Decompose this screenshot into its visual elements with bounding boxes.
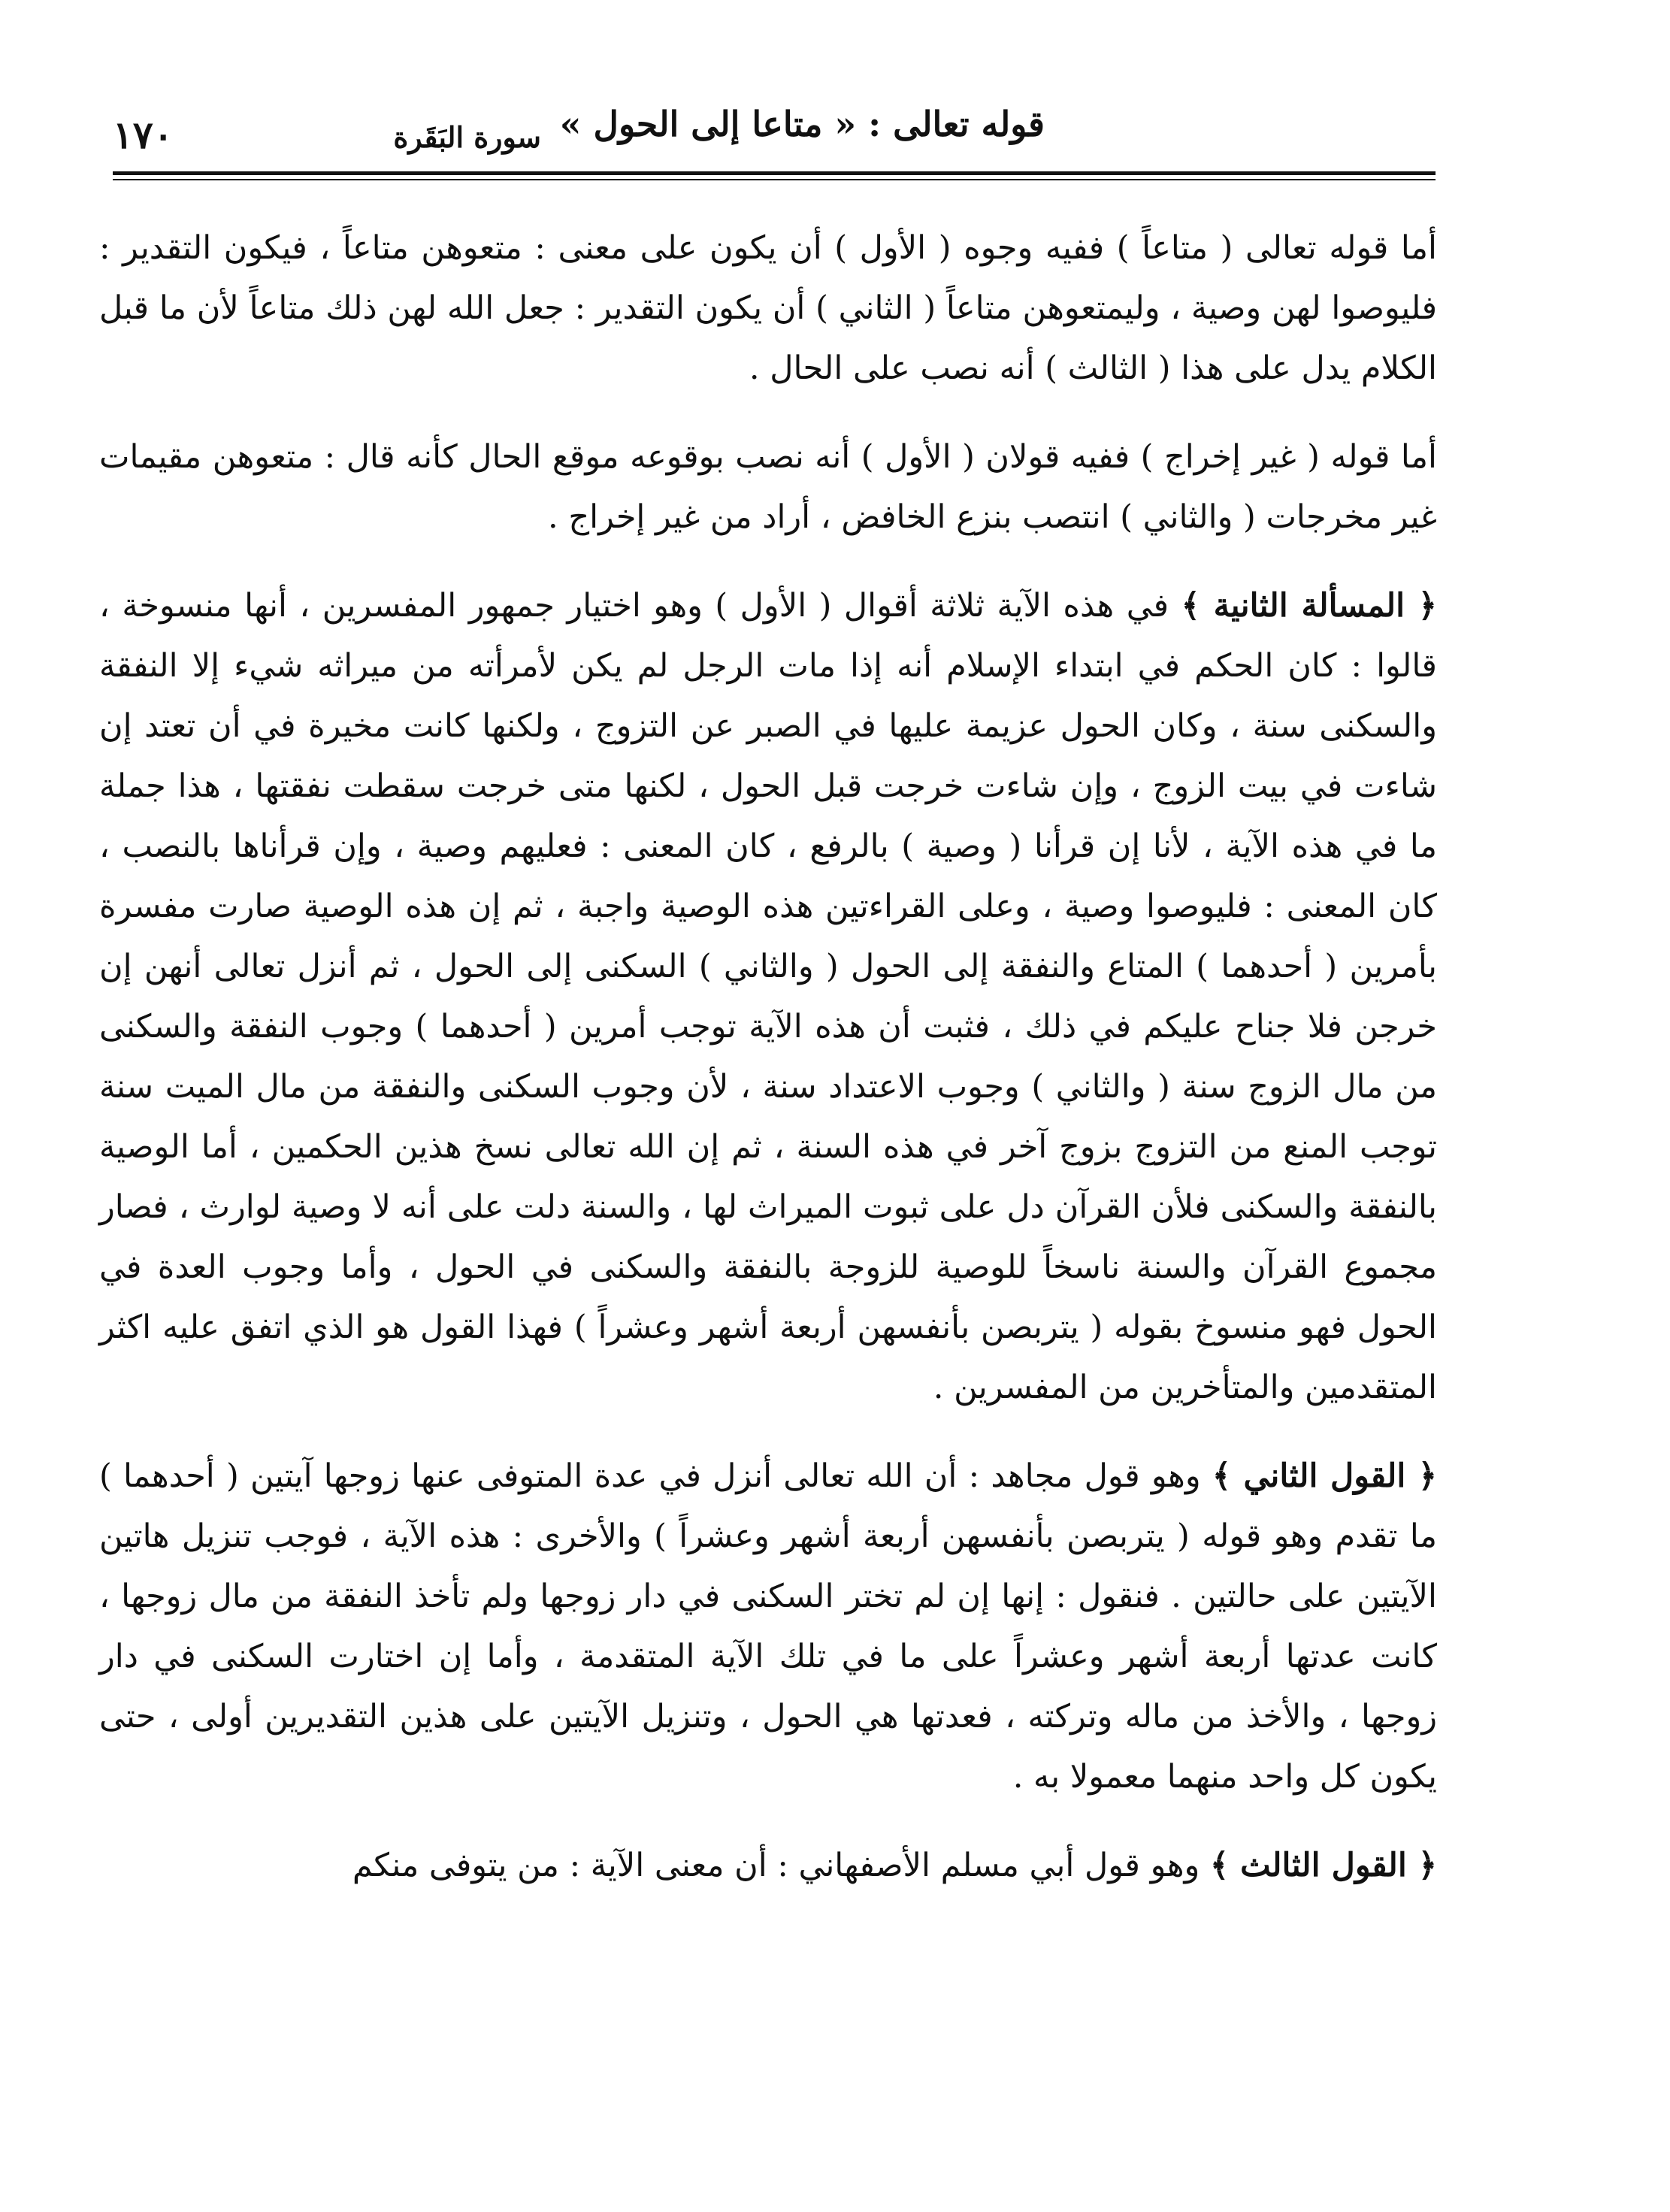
paragraph-text: أما قوله ( غير إخراج ) ففيه قولان ( الأول ) أنه نصب بوقوعه موقع الحال كأنه قال : متعوهن مقيمات غير مخرجات ( والثاني ) انتصب بنزع الخافض ، أراد من غير إخراج .: [99, 438, 1437, 536]
paragraph-heading: ﴿ المسألة الثانية ﴾: [1181, 587, 1438, 625]
paragraph-text: في هذه الآية ثلاثة أقوال ( الأول ) وهو اختيار جمهور المفسرين ، أنها منسوخة ، قالوا : كان الحكم في ابتداء الإسلام أنه إذا مات الرجل لم يكن لأمرأته من ميراثه شيء إلا النفقة والسكنى سنة ، وكان الحول عزيمة عليها في الصبر عن التزوج ، ولكنها كانت مخيرة في أن تعتد إن شاءت في بيت الزوج ، وإن شاءت خرجت قبل الحول ، لكنها متى خرجت سقطت نفقتها ، هذا جملة ما في هذه الآية ، لأنا إن قرأنا ( وصية ) بالرفع ، كان المعنى : فعليهم وصية ، وإن قرأناها بالنصب ، كان المعنى : فليوصوا وصية ، وعلى القراءتين هذه الوصية واجبة ، ثم إن هذه الوصية صارت مفسرة بأمرين ( أحدهما ) المتاع والنفقة إلى الحول ( والثاني ) السكنى إلى الحول ، ثم أنزل تعالى أنهن إن خرجن فلا جناح عليكم في ذلك ، فثبت أن هذه الآية توجب أمرين ( أحدهما ) وجوب النفقة والسكنى من مال الزوج سنة ( والثاني ) وجوب الاعتداد سنة ، لأن وجوب السكنى والنفقة من مال الميت سنة توجب المنع من التزوج بزوج آخر في هذه السنة ، ثم إن الله تعالى نسخ هذين الحكمين ، أما الوصية بالنفقة والسكنى فلأن القرآن دل على ثبوت الميراث لها ، والسنة دلت على أنه لا وصية لوارث ، فصار مجموع القرآن والسنة ناسخاً للوصية للزوجة بالنفقة والسكنى في الحول ، وأما وجوب العدة في الحول فهو منسوخ بقوله ( يتربصن بأنفسهن أربعة أشهر وعشراً ) فهذا القول هو الذي اتفق عليه اكثر المتقدمين والمتأخرين من المفسرين .: [99, 587, 1437, 1406]
paragraph-text: وهو قول مجاهد : أن الله تعالى أنزل في عدة المتوفى عنها زوجها آيتين ( أحدهما ) ما تقدم وهو قوله ( يتربصن بأنفسهن أربعة أشهر وعشراً ) والأخرى : هذه الآية ، فوجب تنزيل هاتين الآيتين على حالتين . فنقول : إنها إن لم تختر السكنى في دار زوجها ولم تأخذ النفقة من مال زوجها ، كانت عدتها أربعة أشهر وعشراً على ما في تلك الآية المتقدمة ، وأما إن اختارت السكنى في دار زوجها ، والأخذ من ماله وتركته ، فعدتها هي الحول ، وتنزيل الآيتين على هذين التقديرين أولى ، حتى يكون كل واحد منهما معمولا به .: [99, 1457, 1437, 1796]
page-header: [113, 90, 1436, 165]
paragraph-heading: ﴿ القول الثالث ﴾: [1209, 1847, 1437, 1884]
header-rule-thick: [113, 171, 1436, 175]
header-rule-thin: [113, 179, 1436, 180]
paragraph-heading: ﴿ القول الثاني ﴾: [1212, 1457, 1437, 1495]
paragraph: [99, 427, 1437, 547]
paragraph-text: أما قوله تعالى ( متاعاً ) ففيه وجوه ( الأول ) أن يكون على معنى : متعوهن متاعاً ، فيكون التقدير : فليوصوا لهن وصية ، وليمتعوهن متاعاً ( الثاني ) أن يكون التقدير : جعل الله لهن ذلك متاعاً لأن ما قبل الكلام يدل على هذا ( الثالث ) أنه نصب على الحال .: [99, 229, 1437, 387]
paragraph: [99, 218, 1437, 398]
paragraph: [99, 1446, 1437, 1807]
header-title: قوله تعالى : « متاعا إلى الحول »: [559, 104, 1045, 144]
paragraph-text: وهو قول أبي مسلم الأصفهاني : أن معنى الآية : من يتوفى منكم: [352, 1847, 1210, 1884]
header-surah: سورة البَقَرة: [393, 120, 541, 154]
body-text: [99, 218, 1437, 1924]
paragraph: [99, 1835, 1437, 1896]
page-number: ١٧٠: [113, 113, 174, 157]
paragraph: [99, 576, 1437, 1418]
